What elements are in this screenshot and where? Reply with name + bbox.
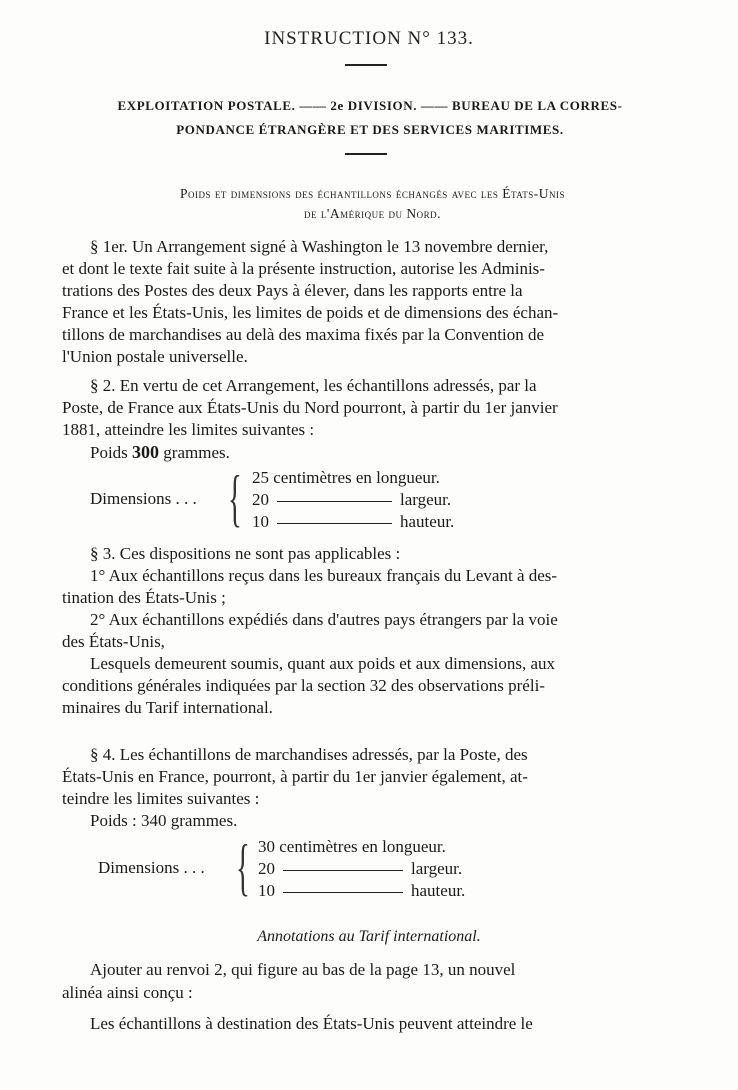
section-1 <box>62 236 680 368</box>
weight-value: 300 <box>132 442 160 462</box>
section-1-line: § 1er. Un Arrangement signé à Washington le 13 novembre dernier, <box>90 237 549 256</box>
dimension-width: 20 largeur. <box>252 490 452 509</box>
section-4 <box>62 744 680 832</box>
section-4-line: États-Unis en France, pourront, à partir du 1er janvier également, at- <box>62 767 528 786</box>
section-3-line: 1° Aux échantillons reçus dans les bureaux français du Levant à des- <box>90 566 558 585</box>
section-3-line: 2° Aux échantillons expédiés dans d'autres pays étrangers par la voie <box>90 610 558 629</box>
subject-line-1: Poids et dimensions des échantillons échangés avec les États-Unis <box>179 186 566 201</box>
page-title: INSTRUCTION N° 133. <box>264 28 474 49</box>
section-2-weight: Poids 300 grammes. <box>90 442 230 462</box>
header-line-2: PONDANCE ÉTRANGÈRE ET DES SERVICES MARITIMES. <box>176 122 564 137</box>
section-1-line: et dont le texte fait suite à la présente instruction, autorise les Adminis- <box>62 259 545 278</box>
section-2-dimensions <box>90 462 590 536</box>
annotation-line: alinéa ainsi conçu : <box>62 983 193 1002</box>
subject-line-2: de l'Amérique du Nord. <box>304 206 441 221</box>
section-3-line: minaires du Tarif international. <box>62 698 273 717</box>
dimension-length: 30 centimètres en longueur. <box>258 837 446 856</box>
title-rule <box>345 64 387 66</box>
dimension-height: 10 hauteur. <box>252 512 455 531</box>
subject-heading <box>60 184 685 224</box>
section-3-line: § 3. Ces dispositions ne sont pas applicables : <box>90 544 401 563</box>
dash-rule <box>277 501 392 502</box>
section-3-line: tination des États-Unis ; <box>62 588 226 607</box>
section-3-line: des États-Unis, <box>62 632 165 651</box>
section-1-line: trations des Postes des deux Pays à élever, dans les rapports entre la <box>62 281 523 300</box>
dimensions-label: Dimensions . . . <box>90 489 197 508</box>
annotations-text <box>62 958 680 1035</box>
section-2-line: Poste, de France aux États-Unis du Nord pourront, à partir du 1er janvier <box>62 398 558 417</box>
section-2-line: 1881, atteindre les limites suivantes : <box>62 420 315 439</box>
dimension-width: 20 largeur. <box>258 859 463 878</box>
section-1-line: France et les États-Unis, les limites de poids et de dimensions des échan- <box>62 303 559 322</box>
section-4-line: § 4. Les échantillons de marchandises adressés, par la Poste, des <box>90 745 528 764</box>
dimensions-label: Dimensions . . . <box>98 858 205 877</box>
dash-rule <box>277 523 392 524</box>
header-line-1: EXPLOITATION POSTALE. —— 2e DIVISION. —— BUREAU DE LA CORRES- <box>117 98 623 113</box>
dimension-length: 25 centimètres en longueur. <box>252 468 440 487</box>
header-rule <box>345 153 387 155</box>
section-3-line: Lesquels demeurent soumis, quant aux poids et aux dimensions, aux <box>90 654 556 673</box>
section-3-line: conditions générales indiquées par la section 32 des observations préli- <box>62 676 545 695</box>
section-3 <box>62 543 680 719</box>
section-2 <box>62 375 680 464</box>
department-header <box>70 94 670 142</box>
section-1-line: l'Union postale universelle. <box>62 347 248 366</box>
section-2-line: § 2. En vertu de cet Arrangement, les échantillons adressés, par la <box>90 376 537 395</box>
section-1-line: tillons de marchandises au delà des maxima fixés par la Convention de <box>62 325 545 344</box>
annotations-heading: Annotations au Tarif international. <box>257 928 481 945</box>
brace: { <box>228 462 242 533</box>
section-4-dimensions <box>98 831 598 905</box>
dash-rule <box>283 892 403 893</box>
annotation-line: Ajouter au renvoi 2, qui figure au bas de la page 13, un nouvel <box>90 960 516 979</box>
annotation-line: Les échantillons à destination des États-Unis peuvent atteindre le <box>90 1014 533 1033</box>
dash-rule <box>283 870 403 871</box>
brace: { <box>236 831 250 902</box>
dimension-height: 10 hauteur. <box>258 881 466 900</box>
section-4-weight: Poids : 340 grammes. <box>90 811 238 830</box>
section-4-line: teindre les limites suivantes : <box>62 789 260 808</box>
